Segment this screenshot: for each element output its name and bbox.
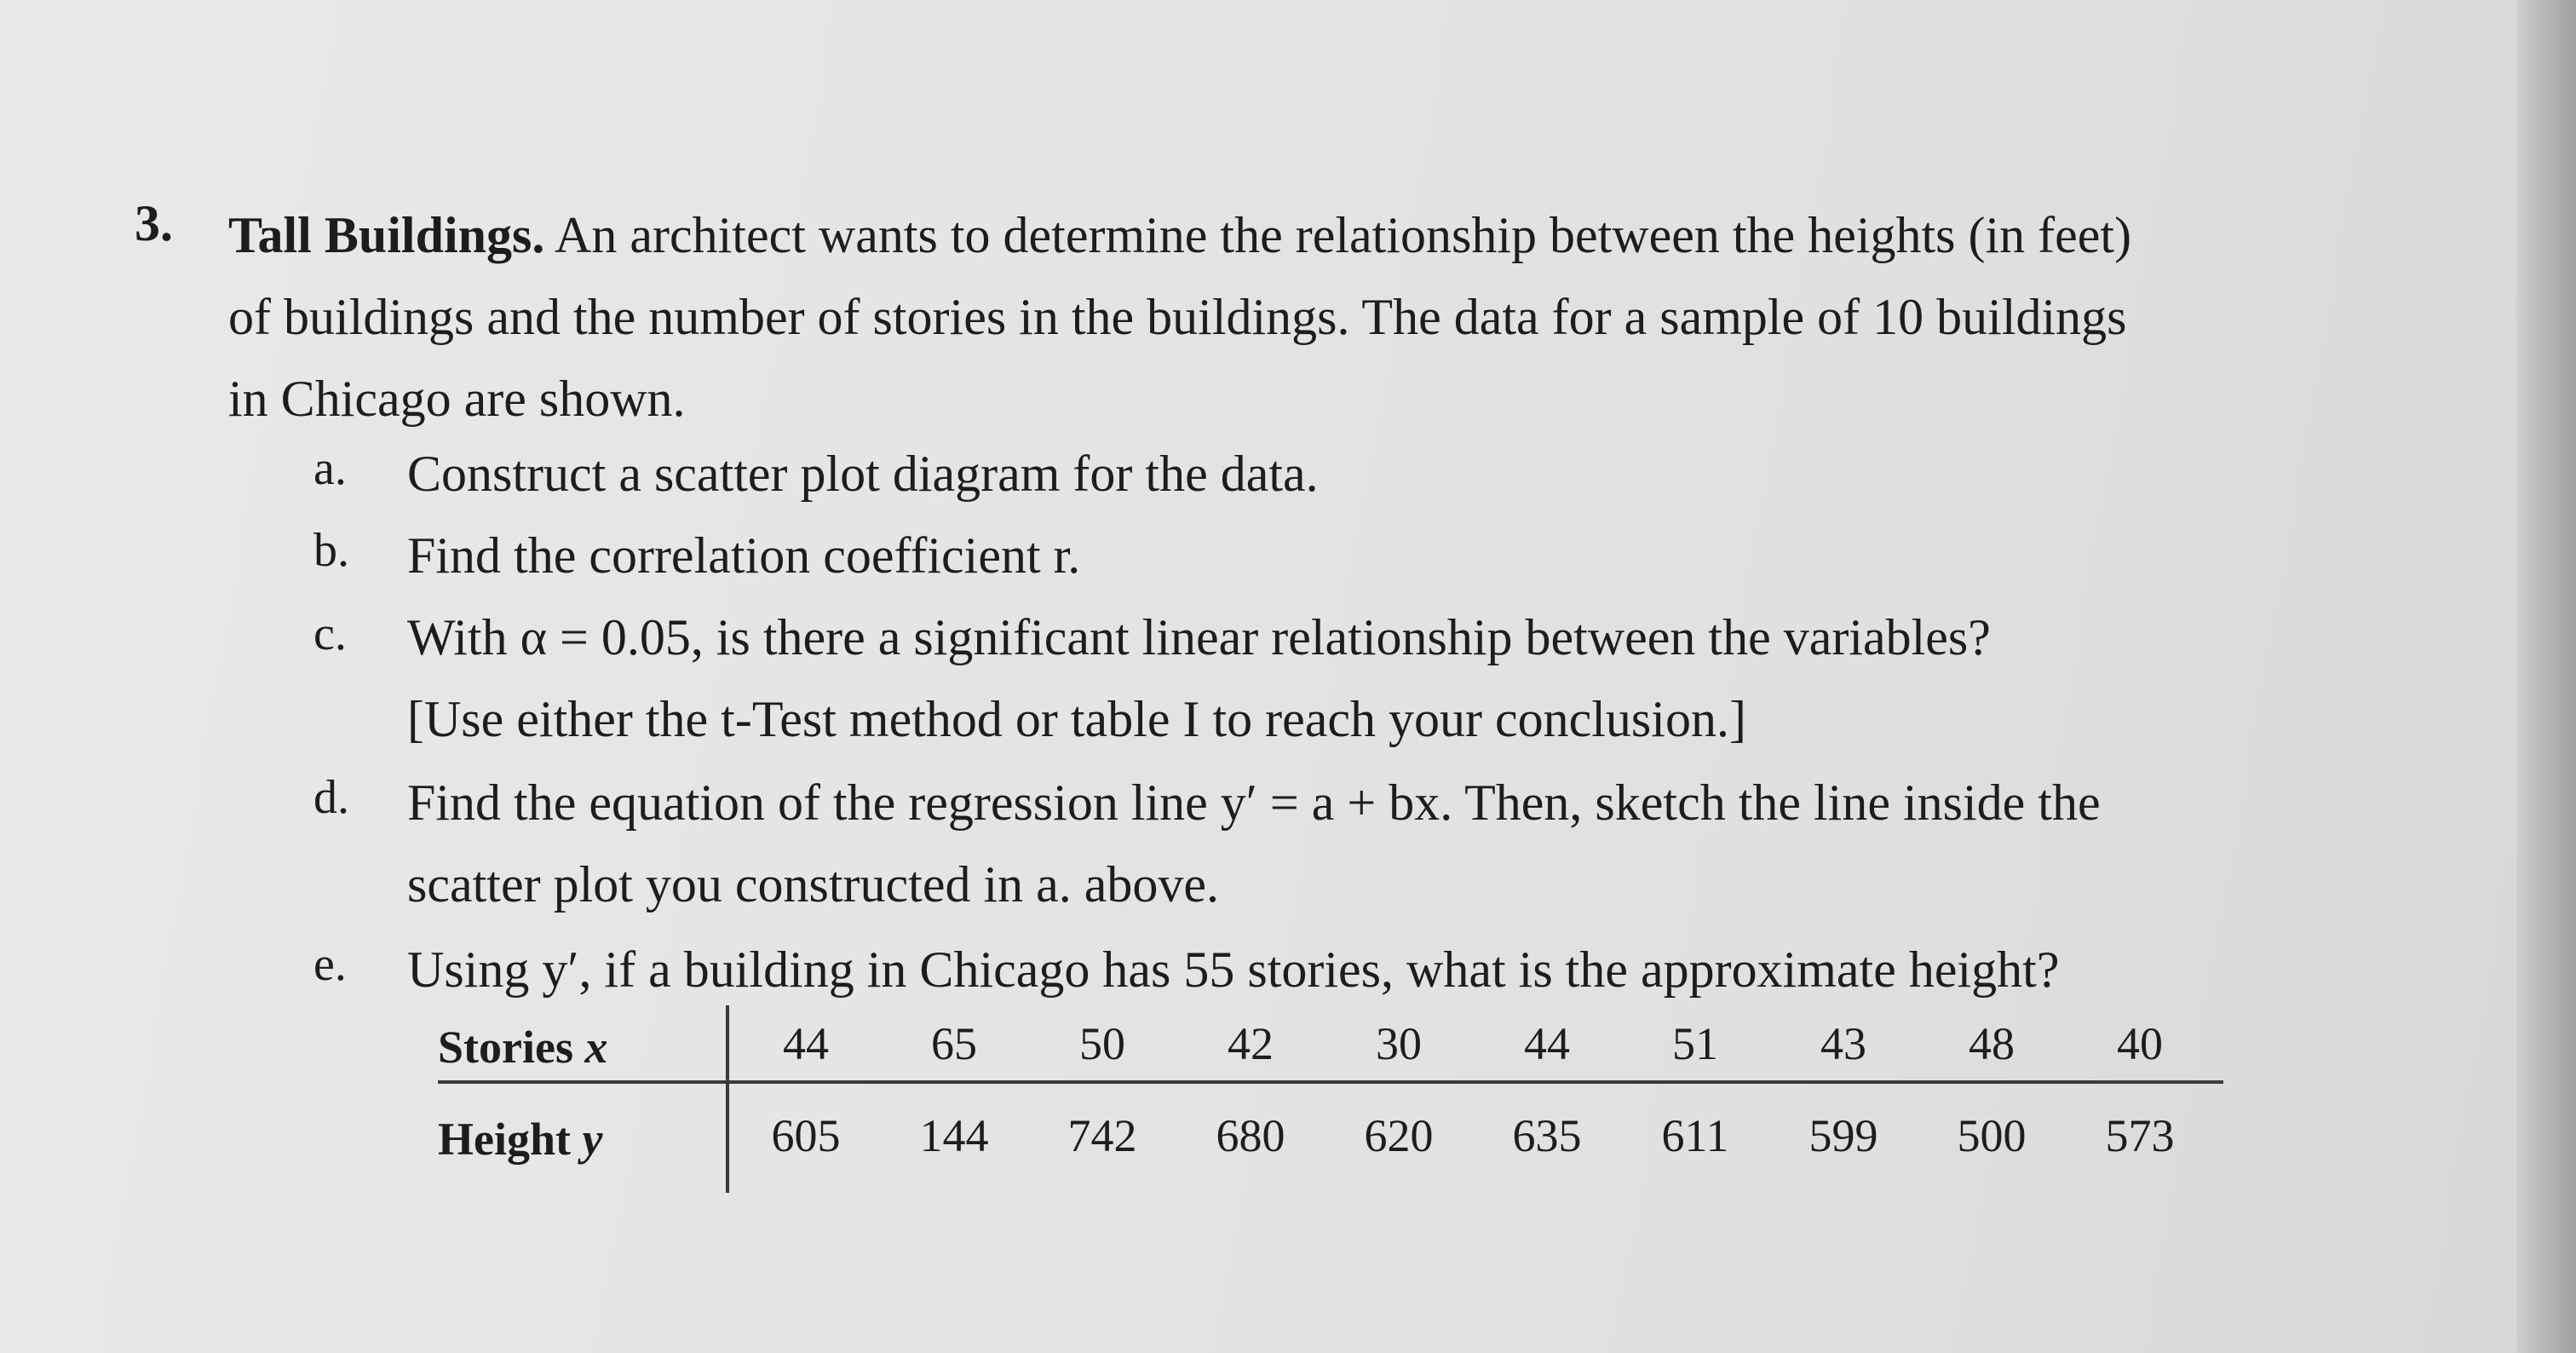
height-cell: 144: [919, 1110, 989, 1161]
stories-label: Stories: [438, 1022, 573, 1073]
height-cell: 611: [1661, 1110, 1729, 1161]
stories-cell: 40: [2117, 1018, 2163, 1069]
data-table: [438, 1016, 2223, 1203]
part-c-text: [407, 596, 2366, 760]
height-cell: 635: [1512, 1110, 1582, 1161]
part-b-text: [407, 515, 2366, 596]
height-cell: 605: [771, 1110, 841, 1161]
part-a-letter: a.: [313, 442, 347, 495]
height-variable: y: [582, 1114, 603, 1165]
height-cell: 599: [1808, 1110, 1878, 1161]
stories-row-label: [438, 1021, 607, 1074]
stories-cell: 50: [1079, 1018, 1125, 1069]
part-a-line-1: Construct a scatter plot diagram for the data.: [407, 446, 1319, 502]
part-d-text: [407, 762, 2366, 925]
part-d-line-2: scatter plot you constructed in a. above.: [407, 856, 1220, 913]
height-cell: 680: [1216, 1110, 1285, 1161]
stories-variable: x: [584, 1022, 608, 1073]
stories-cell: 30: [1376, 1018, 1422, 1069]
stories-cell: 65: [931, 1018, 977, 1069]
table-horizontal-rule: [438, 1080, 2223, 1084]
height-cell: 573: [2105, 1110, 2175, 1161]
part-c-line-2: [Use either the t-Test method or table I to reach your conclusion.]: [407, 691, 1746, 747]
part-e-letter: e.: [313, 938, 347, 991]
stem-line-2: of buildings and the number of stories in the buildings. The data for a sample of 10 buildings: [228, 289, 2127, 345]
part-c-letter: c.: [313, 607, 347, 660]
part-e-text: [407, 929, 2366, 1010]
stories-cell: 48: [1969, 1018, 2015, 1069]
part-b-letter: b.: [313, 524, 349, 577]
height-cell: 742: [1067, 1110, 1137, 1161]
stories-cell: 42: [1228, 1018, 1274, 1069]
page-edge-shadow: [2516, 0, 2576, 1353]
part-e-line-1: Using y′, if a building in Chicago has 55 stories, what is the approximate height?: [407, 941, 2060, 998]
stem-line-3: in Chicago are shown.: [228, 371, 686, 427]
height-cell: 620: [1364, 1110, 1434, 1161]
problem-title: Tall Buildings.: [228, 207, 545, 263]
part-d-line-1: Find the equation of the regression line y′ = a + bx. Then, sketch the line inside the: [407, 774, 2101, 831]
problem-stem: [228, 194, 2358, 440]
height-cell: 500: [1957, 1110, 2027, 1161]
part-b-line-1: Find the correlation coefficient r.: [407, 527, 1081, 584]
part-a-text: [407, 433, 2366, 515]
table-vertical-rule: [726, 1005, 729, 1193]
stem-line-1: An architect wants to determine the relationship between the heights (in feet): [555, 207, 2132, 263]
stories-cell: 43: [1820, 1018, 1866, 1069]
part-c-line-1: With α = 0.05, is there a significant linear relationship between the variables?: [407, 609, 1991, 665]
part-d-letter: d.: [313, 771, 349, 824]
stories-cell: 44: [783, 1018, 829, 1069]
stories-cell: 51: [1672, 1018, 1718, 1069]
problem-number: 3.: [135, 195, 173, 251]
height-label: Height: [438, 1114, 571, 1165]
stories-cell: 44: [1524, 1018, 1570, 1069]
height-row-label: [438, 1113, 602, 1166]
